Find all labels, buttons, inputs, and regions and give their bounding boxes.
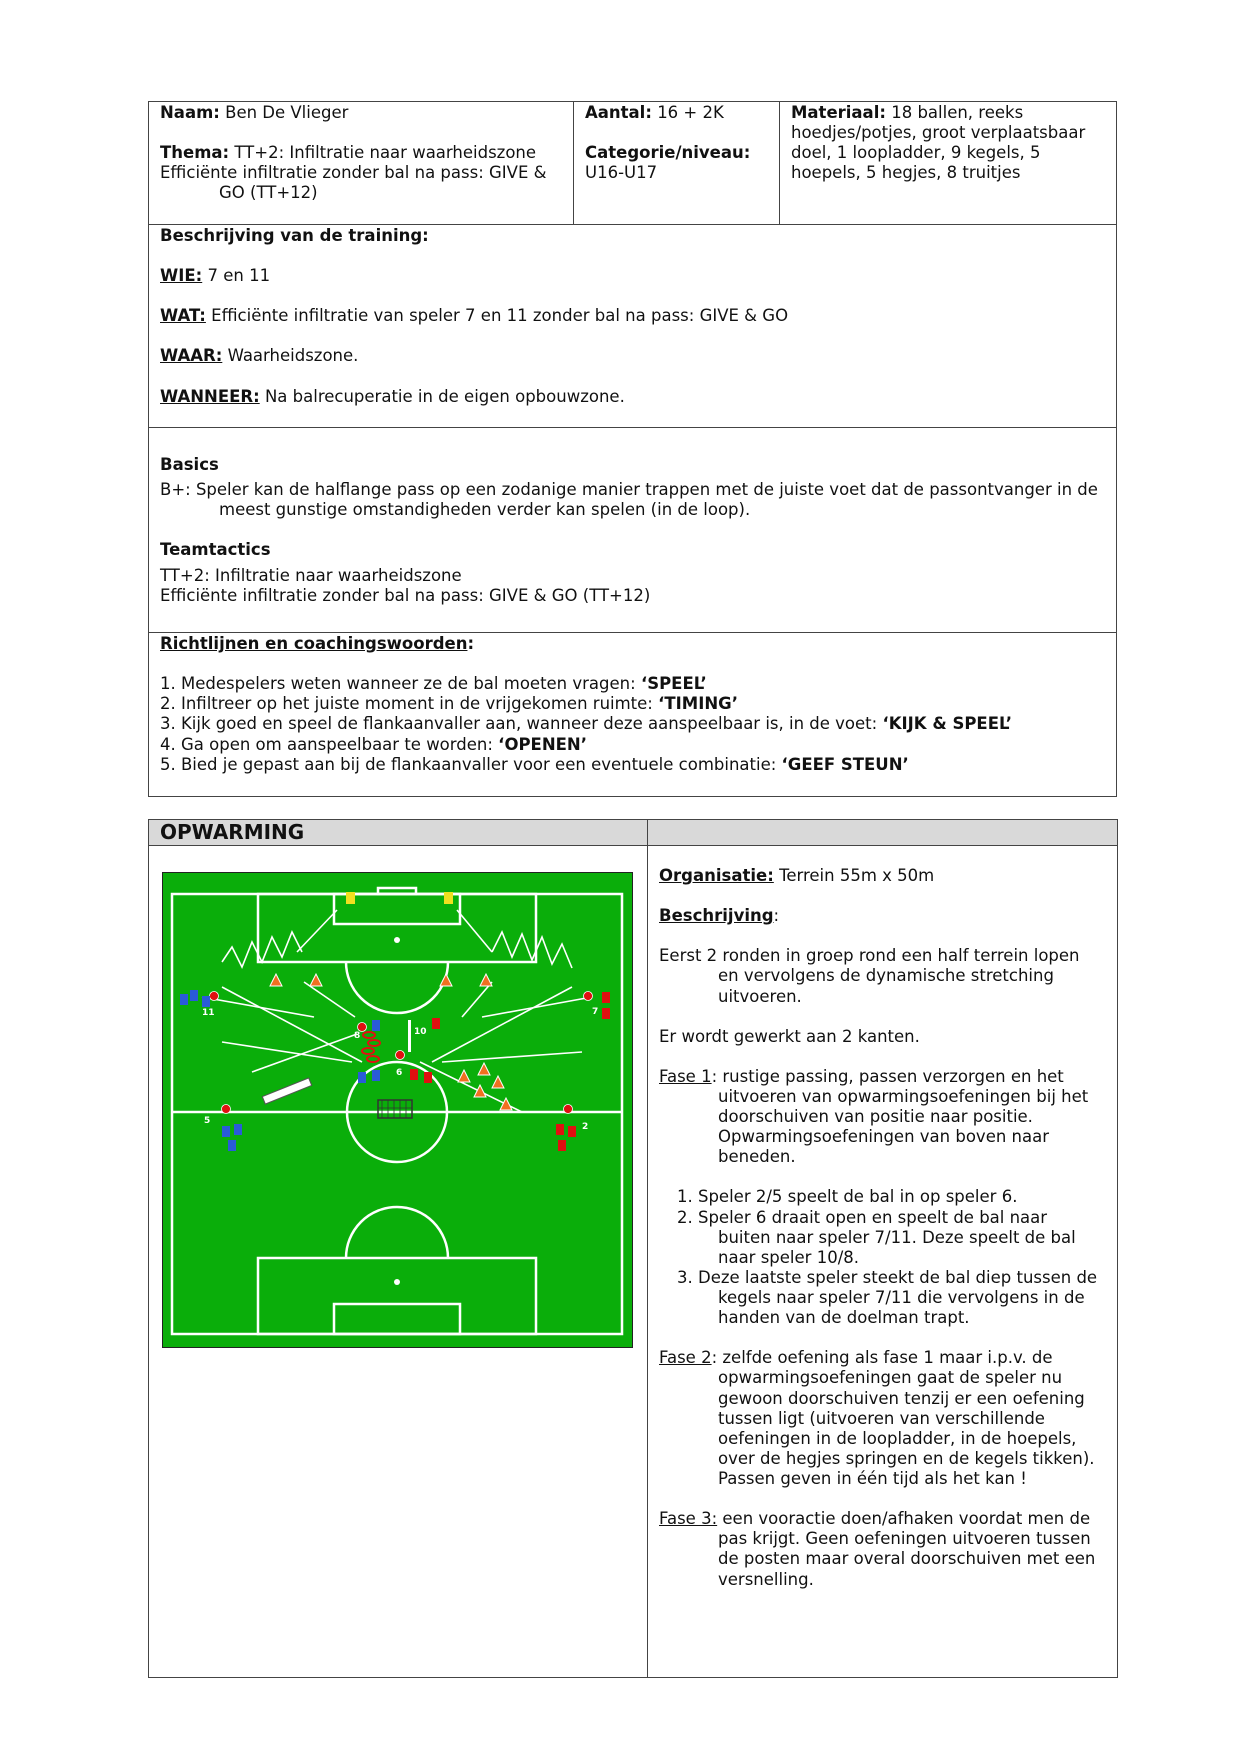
fase2-line: oefeningen in de loopladder, in de hoepels, <box>718 1428 1077 1448</box>
list-item-text: 4. Ga open om aanspeelbaar te worden: <box>160 734 499 754</box>
naam-cell <box>160 103 570 204</box>
player-label-10: 10 <box>414 1027 427 1037</box>
fase2-line: : zelfde oefening als fase 1 maar i.p.v. de <box>711 1348 1053 1368</box>
fase3-line: pas krijgt. Geen oefeningen uitvoeren tussen <box>718 1529 1091 1549</box>
richtlijnen-cell <box>160 634 1110 775</box>
wanneer-value: Na balrecuperatie in de eigen opbouwzone. <box>264 386 625 406</box>
opwarming-description <box>659 866 1114 1590</box>
player-label-8: 8 <box>354 1031 361 1041</box>
richtlijnen-list <box>160 674 1110 775</box>
beschrijving-cell <box>160 226 1100 407</box>
player-label-5: 5 <box>204 1116 211 1126</box>
fase2-line: over de hegjes springen en de kegels tikken). <box>718 1448 1095 1468</box>
list-item: buiten naar speler 7/11. Deze speelt de bal <box>718 1227 1076 1247</box>
list-item <box>160 694 1110 714</box>
list-item-text: 3. Kijk goed en speel de flankaanvaller aan, wanneer deze aanspeelbaar is, in de voet: <box>160 714 883 734</box>
fase2-line: gewoon doorschuiven tenzij er een oefening <box>718 1388 1085 1408</box>
kanten-text: Er wordt gewerkt aan 2 kanten. <box>659 1026 920 1046</box>
materiaal-label: Materiaal: <box>791 103 886 122</box>
wie-label: WIE: <box>160 266 203 286</box>
beschrijving-title: Beschrijving van de training: <box>160 226 429 245</box>
list-item-text: 2. Infiltreer op het juiste moment in de vrijgekomen ruimte: <box>160 694 659 714</box>
list-item-key: ‘GEEF STEUN’ <box>781 754 909 774</box>
list-item-key: ‘SPEEL’ <box>640 674 707 694</box>
player-label-7: 7 <box>592 1007 599 1017</box>
player-label-2: 2 <box>582 1122 589 1132</box>
fase1-line: doorschuiven van positie naar positie. <box>718 1107 1033 1126</box>
list-item <box>160 735 1110 755</box>
player-label-6: 6 <box>396 1068 403 1078</box>
materiaal-cell <box>791 103 1113 184</box>
naam-label: Naam: <box>160 103 220 122</box>
intro-line: uitvoeren. <box>718 986 802 1006</box>
beschrijving-label: Beschrijving <box>659 906 774 926</box>
list-item-key: ‘OPENEN’ <box>498 734 587 754</box>
aantal-cell <box>585 103 775 183</box>
list-item: handen van de doelman trapt. <box>718 1308 970 1328</box>
categorie-value: U16-U17 <box>585 163 658 183</box>
list-item-text: 1. Medespelers weten wanneer ze de bal moeten vragen: <box>160 674 641 694</box>
list-item: naar speler 10/8. <box>718 1247 859 1267</box>
categorie-label: Categorie/niveau: <box>585 143 751 163</box>
list-item-key: ‘TIMING’ <box>658 694 738 714</box>
list-item <box>160 714 1110 734</box>
teamtactics-line1: TT+2: Infiltratie naar waarheidszone <box>160 565 462 585</box>
list-item-key: ‘KIJK & SPEEL’ <box>882 714 1012 734</box>
thema-value: TT+2: Infiltratie naar waarheidszone <box>234 143 537 163</box>
beschrijving-colon: : <box>773 906 780 926</box>
intro-line: en vervolgens de dynamische stretching <box>718 966 1054 986</box>
waar-label: WAAR: <box>160 346 223 366</box>
fase2-label: Fase 2 <box>659 1348 712 1368</box>
intro-line: Eerst 2 ronden in groep rond een half terrein lopen <box>659 946 1080 966</box>
list-item-text: 5. Bied je gepast aan bij de flankaanvaller voor een eventuele combinatie: <box>160 754 782 774</box>
basics-line1: B+: Speler kan de halflange pass op een zodanige manier trappen met de juiste voet dat de passontvanger in de <box>160 480 1098 500</box>
fase3-line: de posten maar overal doorschuiven met een <box>718 1549 1096 1569</box>
materiaal-line: doel, 1 loopladder, 9 kegels, 5 <box>791 143 1041 163</box>
basics-cell <box>160 455 1110 606</box>
thema-line3: GO (TT+12) <box>219 183 318 203</box>
fase2-line: Passen geven in één tijd als het kan ! <box>718 1469 1027 1488</box>
aantal-value: 16 + 2K <box>657 103 724 122</box>
fase2-line: tussen ligt (uitvoeren van verschillende <box>718 1408 1045 1428</box>
list-item <box>160 755 1110 775</box>
basics-line2: meest gunstige omstandigheden verder kan spelen (in de loop). <box>219 500 751 520</box>
wat-label: WAT: <box>160 306 206 326</box>
fase1-line: beneden. <box>718 1147 796 1167</box>
richtlijnen-title: Richtlijnen en coachingswoorden <box>160 634 468 653</box>
aantal-label: Aantal: <box>585 103 652 122</box>
thema-line2: Efficiënte infiltratie zonder bal na pass: GIVE & <box>160 163 547 183</box>
wie-value: 7 en 11 <box>207 266 271 286</box>
opwarming-title: OPWARMING <box>160 820 305 844</box>
materiaal-line: hoepels, 5 hegjes, 8 truitjes <box>791 163 1021 183</box>
fase1-line: : rustige passing, passen verzorgen en het <box>711 1066 1064 1086</box>
wat-value: Efficiënte infiltratie van speler 7 en 11 zonder bal na pass: GIVE & GO <box>211 306 789 326</box>
organisatie-value: Terrein 55m x 50m <box>779 866 935 885</box>
waar-value: Waarheidszone. <box>227 346 359 366</box>
pitch-diagram <box>162 872 633 1348</box>
fase1-line: Opwarmingsoefeningen van boven naar <box>718 1127 1050 1147</box>
organisatie-label: Organisatie: <box>659 866 774 885</box>
player-label-11: 11 <box>202 1008 215 1018</box>
list-item: 2. Speler 6 draait open en speelt de bal naar <box>677 1207 1048 1227</box>
fase3-line: versnelling. <box>718 1569 814 1589</box>
list-item: 3. Deze laatste speler steekt de bal diep tussen de <box>677 1267 1098 1287</box>
steps-list <box>659 1187 1114 1328</box>
basics-title: Basics <box>160 455 219 474</box>
fase2-line: opwarmingsoefeningen gaat de speler nu <box>718 1368 1063 1388</box>
richtlijnen-colon: : <box>467 634 475 653</box>
fase3-label: Fase 3: <box>659 1509 718 1529</box>
list-item <box>160 674 1110 694</box>
fase1-label: Fase 1 <box>659 1066 712 1086</box>
list-item: kegels naar speler 7/11 die vervolgens in de <box>718 1288 1085 1307</box>
fase3-line: een vooractie doen/afhaken voordat men de <box>717 1509 1091 1529</box>
naam-value: Ben De Vlieger <box>225 103 349 122</box>
teamtactics-title: Teamtactics <box>160 540 271 560</box>
list-item: 1. Speler 2/5 speelt de bal in op speler 6. <box>677 1187 1018 1207</box>
thema-label: Thema: <box>160 143 230 163</box>
wanneer-label: WANNEER: <box>160 386 260 406</box>
teamtactics-line2: Efficiënte infiltratie zonder bal na pass: GIVE & GO (TT+12) <box>160 585 651 605</box>
materiaal-line: 18 ballen, reeks <box>891 103 1024 122</box>
materiaal-line: hoedjes/potjes, groot verplaatsbaar <box>791 123 1086 143</box>
fase1-line: uitvoeren van opwarmingsoefeningen bij het <box>718 1086 1089 1106</box>
